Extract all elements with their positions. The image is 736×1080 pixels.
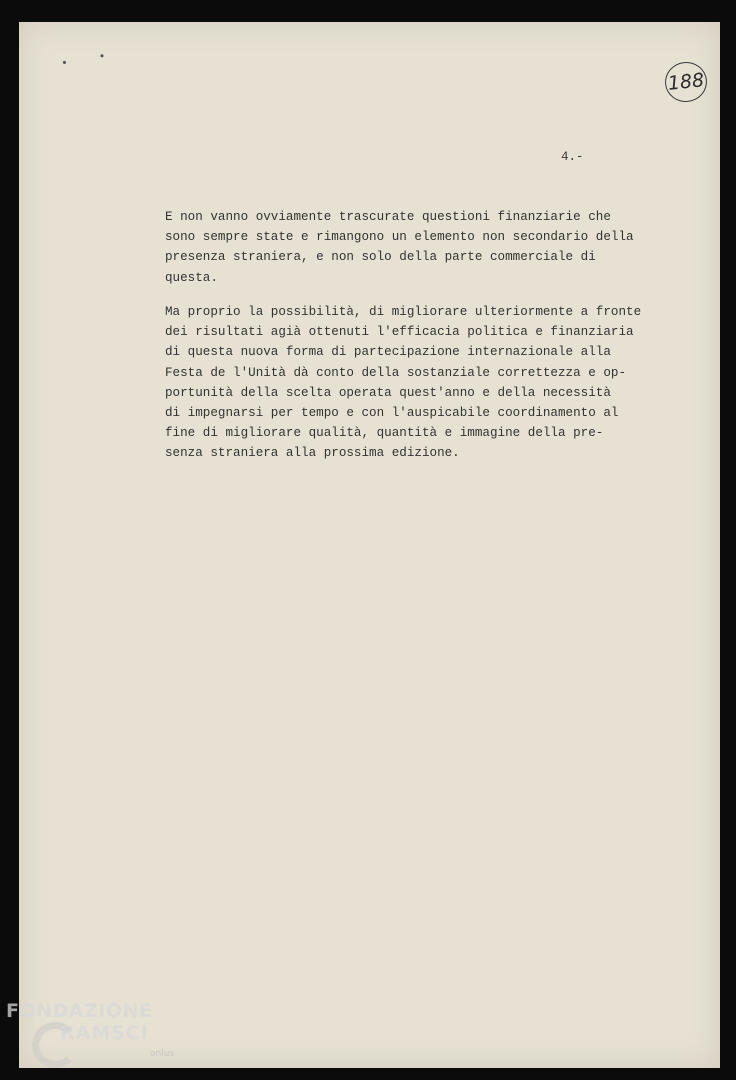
paragraph-1: E non vanno ovviamente trascurate questioni finanziarie che sono sempre state e rimangono un elemento non secondario della presenza straniera, e non solo della parte commerciale di questa. <box>165 210 634 285</box>
logo-line-1: FONDAZIONE <box>6 1000 153 1022</box>
fondazione-gramsci-logo <box>6 1000 196 1078</box>
page-number: 4.- <box>561 150 584 164</box>
paragraph-2: Ma proprio la possibilità, di migliorare ulteriormente a fronte dei risultati agià ottenuti l'efficacia politica e finanziaria di questa nuova forma di partecipazione internazionale alla Festa de l'Unità dà conto della sostanziale correttezza e op- portunità della scelta operata quest'anno e della necessità di impegnarsi per tempo e con l'auspicabile coordinamento al fine di migliorare qualità, quantità e immagine della pre- senza straniera alla prossima edizione. <box>165 305 642 461</box>
folio-number-stamp: 188 <box>663 60 709 104</box>
document-page <box>19 22 720 1068</box>
logo-line-2: RAMSCI <box>60 1022 149 1044</box>
logo-tagline: onlus <box>150 1049 175 1059</box>
punch-marks: • • <box>60 47 121 70</box>
